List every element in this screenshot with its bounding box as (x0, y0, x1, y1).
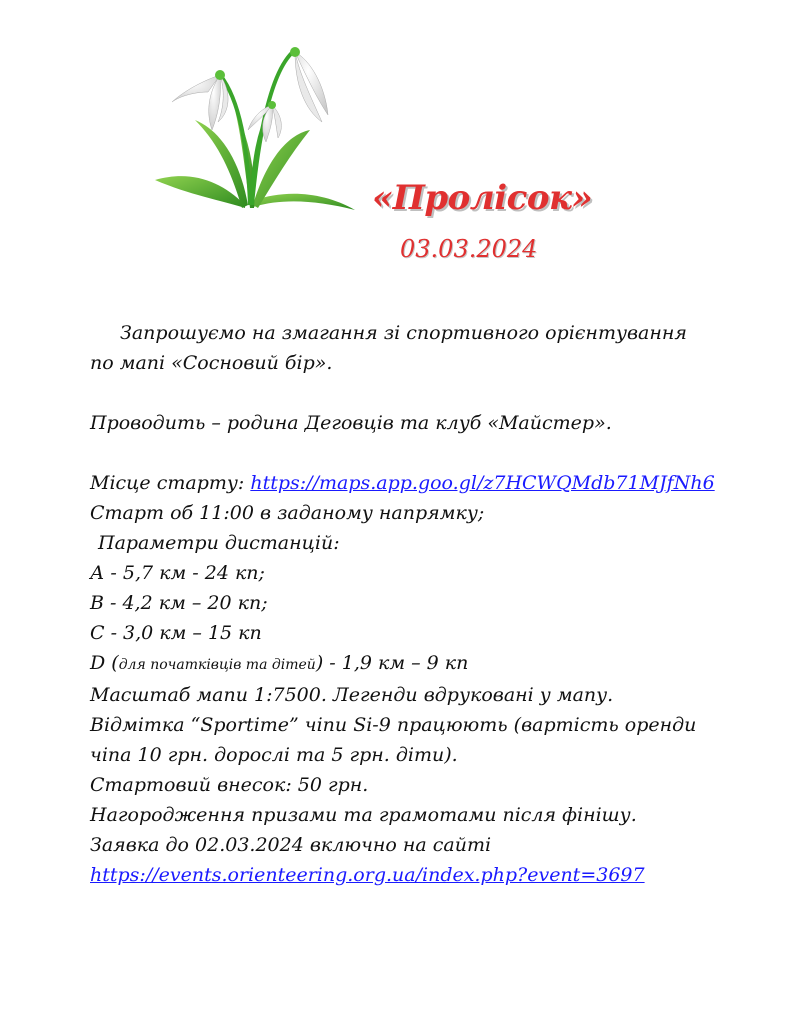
timing-line-2: чіпа 10 грн. дорослі та 5 грн. діти). (90, 744, 458, 766)
intro-line-1: Запрошуємо на змагання зі спортивного орієнтування (120, 322, 687, 344)
distance-d (90, 648, 740, 680)
awards-line: Нагородження призами та грамотами після фінішу. (90, 804, 637, 826)
start-place-label: Місце старту: (90, 472, 251, 494)
distance-d-note: для початківців та дітей (118, 657, 316, 673)
registration-link[interactable]: https://events.orienteering.org.ua/index.php?event=3697 (90, 864, 645, 886)
organizer-line: Проводить – родина Деговців та клуб «Майстер». (90, 412, 612, 434)
registration-link-line (90, 860, 740, 890)
snowdrop-flower-illustration (150, 30, 360, 215)
start-place-line (90, 468, 740, 498)
distance-params-heading: Параметри дистанцій: (98, 532, 340, 554)
event-title: «Пролісок» (372, 178, 593, 218)
distance-c: С - 3,0 км – 15 кп (90, 622, 262, 644)
registration-line: Заявка до 02.03.2024 включно на сайті (90, 834, 492, 856)
distance-d-prefix: D ( (90, 652, 119, 674)
distance-b: В - 4,2 км – 20 кп; (90, 592, 268, 614)
event-date: 03.03.2024 (400, 235, 538, 263)
distance-d-suffix: ) - 1,9 км – 9 кп (315, 652, 469, 674)
entry-fee-line: Стартовий внесок: 50 грн. (90, 774, 369, 796)
start-place-link[interactable]: https://maps.app.goo.gl/z7HCWQMdb71MJfNh6 (250, 472, 715, 494)
distance-a: А - 5,7 км - 24 кп; (90, 562, 265, 584)
start-time-line: Старт об 11:00 в заданому напрямку; (90, 502, 485, 524)
map-scale-line: Масштаб мапи 1:7500. Легенди вдруковані у мапу. (90, 684, 614, 706)
invitation-body (90, 318, 740, 890)
intro-line-2: по мапі «Сосновий бір». (90, 352, 333, 374)
timing-line-1: Відмітка “Sportime” чіпи Si-9 працюють (вартість оренди (90, 714, 697, 736)
